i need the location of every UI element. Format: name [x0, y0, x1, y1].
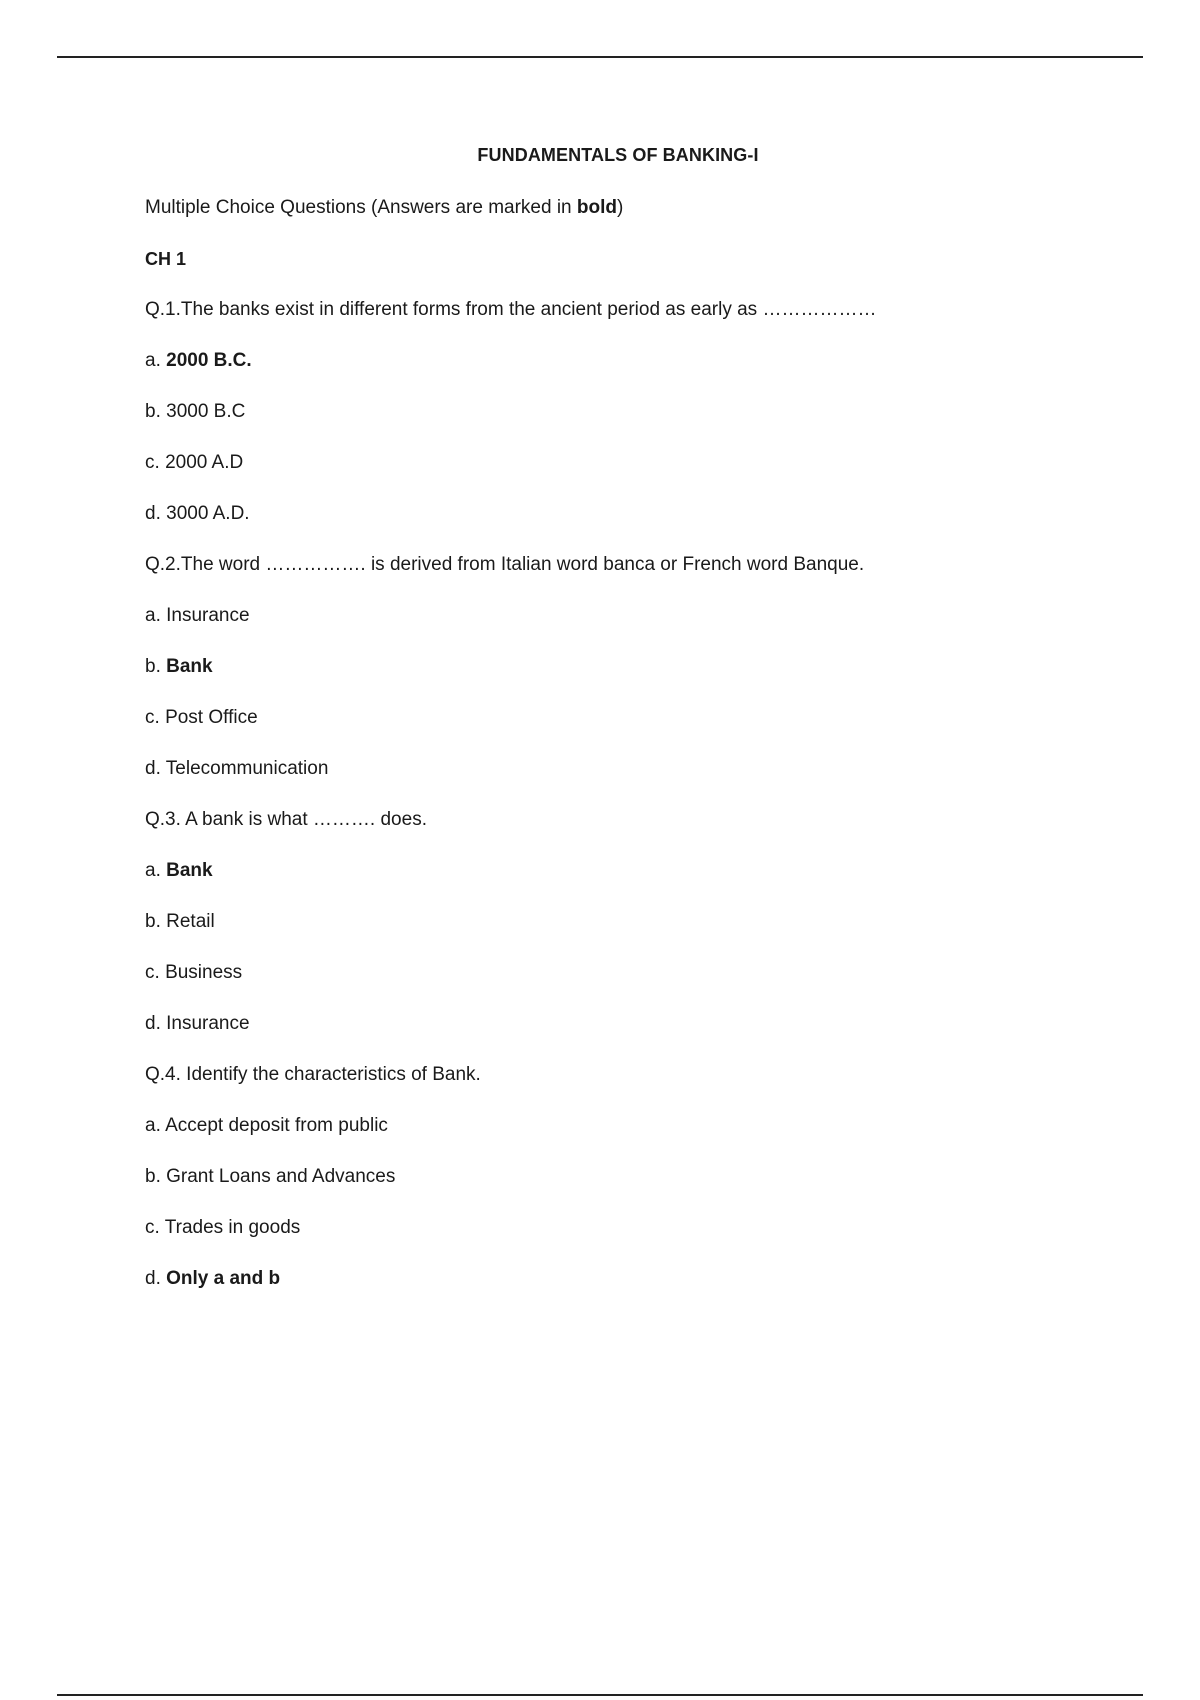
option-prefix: c.	[145, 452, 166, 473]
option-prefix: a.	[145, 1115, 166, 1136]
option-prefix: b.	[145, 911, 167, 932]
option-1a	[145, 349, 1105, 373]
option-2b	[145, 655, 1105, 679]
option-2d	[145, 757, 1105, 781]
option-text: Accept deposit from public	[165, 1115, 388, 1136]
option-prefix: c.	[145, 707, 166, 728]
question-2: Q.2.The word ……………. is derived from Italian word banca or French word Banque.	[145, 554, 865, 575]
option-text-answer: Only a and b	[166, 1268, 281, 1289]
option-prefix: d.	[145, 758, 166, 779]
intro-line	[145, 196, 1105, 220]
option-3b	[145, 910, 1105, 934]
option-text-answer: Bank	[166, 656, 213, 677]
option-1c	[145, 451, 1105, 475]
chapter-heading: CH 1	[145, 249, 187, 269]
option-text-answer: 2000 B.C.	[166, 350, 252, 371]
intro-text-end: )	[617, 197, 624, 218]
option-text: 2000 A.D	[165, 452, 244, 473]
option-text: Business	[165, 962, 243, 983]
intro-bold-word: bold	[576, 197, 618, 218]
option-4c	[145, 1216, 1105, 1240]
option-prefix: a.	[145, 350, 167, 371]
question-4: Q.4. Identify the characteristics of Bank.	[145, 1064, 481, 1085]
question-1: Q.1.The banks exist in different forms from the ancient period as early as ………………	[145, 299, 877, 320]
option-text: 3000 A.D.	[166, 503, 250, 524]
option-prefix: a.	[145, 605, 167, 626]
option-4d	[145, 1267, 1105, 1291]
option-text: Retail	[166, 911, 215, 932]
option-text: Trades in goods	[164, 1217, 301, 1238]
header-rule	[57, 56, 1143, 58]
option-prefix: c.	[145, 1217, 165, 1238]
option-3d	[145, 1012, 1105, 1036]
option-prefix: a.	[145, 860, 167, 881]
option-4b	[145, 1165, 1105, 1189]
option-text: Telecommunication	[165, 758, 329, 779]
question-3: Q.3. A bank is what ………. does.	[145, 809, 427, 830]
option-prefix: b.	[145, 401, 167, 422]
option-2c	[145, 706, 1105, 730]
option-text-answer: Bank	[166, 860, 213, 881]
option-text: 3000 B.C	[166, 401, 246, 422]
option-prefix: b.	[145, 656, 167, 677]
option-1d	[145, 502, 1105, 526]
document-title: FUNDAMENTALS OF BANKING-I	[477, 145, 759, 165]
option-prefix: c.	[145, 962, 166, 983]
option-3a	[145, 859, 1105, 883]
option-1b	[145, 400, 1105, 424]
option-4a	[145, 1114, 1105, 1138]
document-body	[145, 196, 1105, 1318]
option-2a	[145, 604, 1105, 628]
option-text: Insurance	[166, 605, 250, 626]
option-prefix: d.	[145, 1268, 167, 1289]
intro-text: Multiple Choice Questions (Answers are marked in	[145, 197, 577, 218]
option-text: Grant Loans and Advances	[166, 1166, 396, 1187]
option-3c	[145, 961, 1105, 985]
option-text: Insurance	[166, 1013, 250, 1034]
footer-rule	[57, 1694, 1143, 1696]
option-prefix: d.	[145, 1013, 167, 1034]
option-prefix: b.	[145, 1166, 167, 1187]
option-prefix: d.	[145, 503, 167, 524]
option-text: Post Office	[165, 707, 258, 728]
